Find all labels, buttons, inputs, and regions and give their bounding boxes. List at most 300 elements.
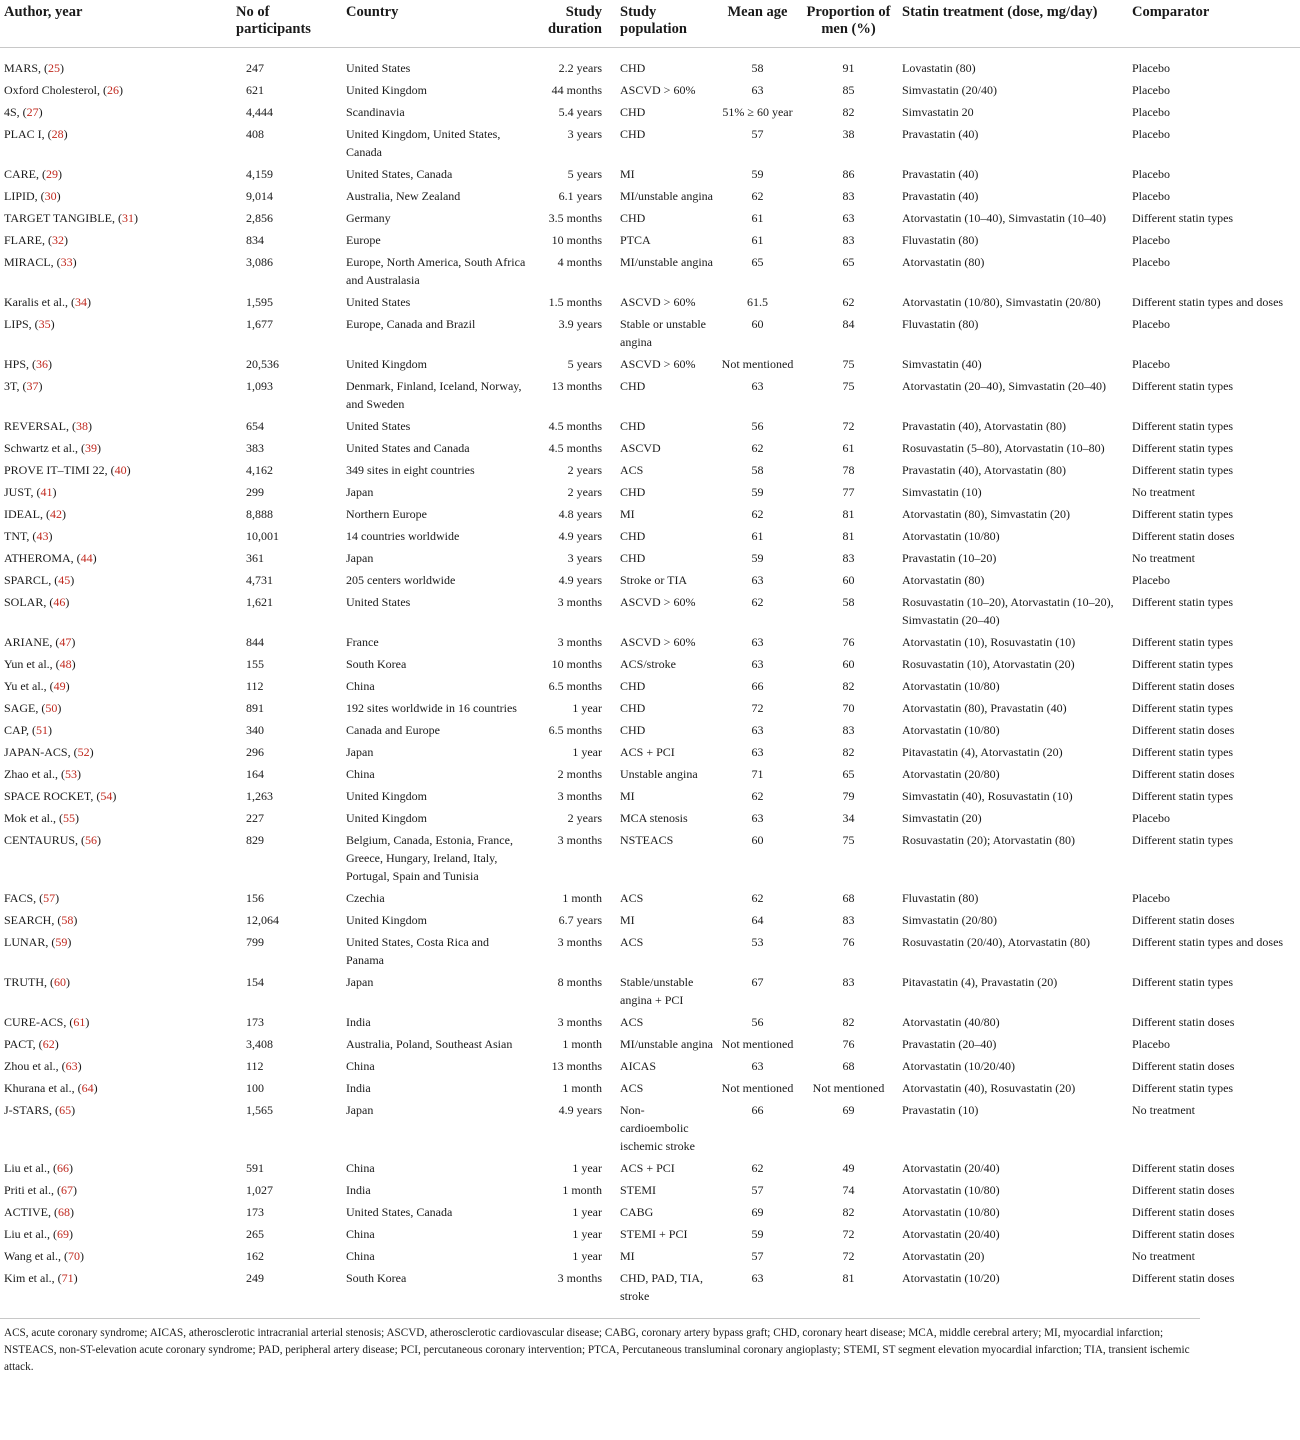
cell-statin-treatment: Rosuvastatin (20); Atorvastatin (80) (902, 833, 1075, 847)
cell-country: Denmark, Finland, Iceland, Norway, and Sweden (346, 379, 522, 411)
cell-proportion-men: 61 (842, 441, 855, 455)
reference-link[interactable]: 71 (61, 1271, 74, 1285)
cell-country: Japan (346, 975, 374, 989)
reference-link[interactable]: 45 (58, 573, 71, 587)
reference-link[interactable]: 49 (53, 679, 66, 693)
cell-comparator: Different statin types (1132, 211, 1234, 225)
study-name: JUST, ( (4, 485, 41, 499)
cell-author-year: TNT, (43) (4, 529, 53, 543)
cell-population: CHD (620, 379, 646, 393)
header-statin-treatment: Statin treatment (dose, mg/day) (898, 0, 1128, 48)
cell-statin-treatment: Atorvastatin (10/80), Simvastatin (20/80) (902, 295, 1101, 309)
reference-link[interactable]: 26 (106, 83, 119, 97)
cell-author-year: PLAC I, (28) (4, 127, 68, 141)
cell-comparator: Placebo (1132, 167, 1170, 181)
cell-duration: 1 year (572, 1249, 602, 1263)
cell-country: United States (346, 295, 411, 309)
table-row (0, 807, 1300, 829)
cell-statin-treatment: Fluvastatin (80) (902, 891, 979, 905)
cell-author-year: SPACE ROCKET, (54) (4, 789, 117, 803)
header-study-duration: Study duration (532, 0, 616, 48)
table-row (0, 163, 1300, 185)
cell-author-year: MARS, (25) (4, 61, 65, 75)
cell-author-year: Mok et al., (55) (4, 811, 79, 825)
cell-author-year: ACTIVE, (68) (4, 1205, 74, 1219)
cell-comparator: Different statin types (1132, 833, 1234, 847)
cell-population: STEMI + PCI (620, 1227, 688, 1241)
cell-mean-age: 63 (751, 635, 764, 649)
table-row (0, 1033, 1300, 1055)
reference-link[interactable]: 50 (45, 701, 58, 715)
cell-duration: 13 months (551, 1059, 602, 1073)
cell-mean-age: 60 (751, 833, 764, 847)
cell-population: Unstable angina (620, 767, 698, 781)
reference-link[interactable]: 25 (48, 61, 61, 75)
cell-statin-treatment: Atorvastatin (10/80) (902, 1183, 1000, 1197)
cell-country: China (346, 1161, 375, 1175)
cell-country: 192 sites worldwide in 16 countries (346, 701, 517, 715)
cell-participants: 4,444 (246, 105, 273, 119)
cell-country: United Kingdom (346, 83, 427, 97)
cell-statin-treatment: Pravastatin (40), Atorvastatin (80) (902, 419, 1066, 433)
cell-proportion-men: 81 (842, 507, 855, 521)
cell-proportion-men: 82 (842, 679, 855, 693)
cell-population: Non-cardioembolic ischemic stroke (620, 1103, 695, 1153)
reference-link[interactable]: 28 (51, 127, 64, 141)
reference-link[interactable]: 53 (64, 767, 77, 781)
cell-proportion-men: 78 (842, 463, 855, 477)
cell-participants: 265 (246, 1227, 264, 1241)
cell-comparator: No treatment (1132, 1249, 1195, 1263)
cell-author-year: LIPS, (35) (4, 317, 55, 331)
cell-duration: 3 months (557, 1015, 602, 1029)
cell-comparator: Different statin doses (1132, 679, 1235, 693)
cell-proportion-men: 62 (842, 295, 855, 309)
study-name: Mok et al., ( (4, 811, 63, 825)
cell-population: ACS (620, 891, 644, 905)
cell-statin-treatment: Atorvastatin (40), Rosuvastatin (20) (902, 1081, 1076, 1095)
reference-link[interactable]: 56 (85, 833, 98, 847)
cell-duration: 5 years (567, 357, 602, 371)
cell-proportion-men: 49 (842, 1161, 855, 1175)
cell-duration: 6.1 years (558, 189, 602, 203)
study-name: Zhou et al., ( (4, 1059, 66, 1073)
cell-country: United States, Canada (346, 167, 453, 181)
cell-participants: 1,621 (246, 595, 273, 609)
study-name: SPACE ROCKET, ( (4, 789, 101, 803)
reference-link[interactable]: 68 (58, 1205, 70, 1219)
cell-proportion-men: 75 (842, 357, 855, 371)
cell-comparator: Placebo (1132, 233, 1170, 247)
table-row (0, 931, 1300, 971)
cell-country: Scandinavia (346, 105, 405, 119)
cell-comparator: Different statin doses (1132, 913, 1235, 927)
header-comparator: Comparator (1128, 0, 1300, 48)
cell-duration: 1.5 months (548, 295, 602, 309)
reference-link[interactable]: 44 (80, 551, 93, 565)
cell-proportion-men: 75 (842, 379, 855, 393)
reference-link[interactable]: 60 (54, 975, 66, 989)
reference-link[interactable]: 67 (61, 1183, 73, 1197)
cell-country: Canada and Europe (346, 723, 440, 737)
cell-country: India (346, 1015, 371, 1029)
cell-population: CABG (620, 1205, 654, 1219)
study-name: 3T, ( (4, 379, 27, 393)
cell-mean-age: 62 (751, 595, 764, 609)
cell-mean-age: 63 (751, 379, 764, 393)
cell-author-year: PROVE IT–TIMI 22, (40) (4, 463, 131, 477)
cell-statin-treatment: Atorvastatin (20) (902, 1249, 985, 1263)
reference-link[interactable]: 39 (84, 441, 97, 455)
cell-author-year: CURE-ACS, (61) (4, 1015, 90, 1029)
cell-duration: 13 months (551, 379, 602, 393)
reference-link[interactable]: 37 (26, 379, 39, 393)
cell-statin-treatment: Atorvastatin (40/80) (902, 1015, 1000, 1029)
table-row (0, 569, 1300, 591)
cell-author-year: Zhou et al., (63) (4, 1059, 82, 1073)
reference-link[interactable]: 27 (26, 105, 39, 119)
cell-participants: 4,162 (246, 463, 273, 477)
cell-country: Europe (346, 233, 381, 247)
cell-author-year: TARGET TANGIBLE, (31) (4, 211, 138, 225)
table-row (0, 48, 1300, 80)
study-name: SAGE, ( (4, 701, 46, 715)
reference-link[interactable]: 59 (55, 935, 68, 949)
cell-population: NSTEACS (620, 833, 674, 847)
study-name: CAP, ( (4, 723, 37, 737)
cell-population: PTCA (620, 233, 651, 247)
header-mean-age: Mean age (716, 0, 798, 48)
cell-participants: 891 (246, 701, 264, 715)
cell-author-year: Khurana et al., (64) (4, 1081, 98, 1095)
cell-comparator: Different statin types (1132, 419, 1234, 433)
cell-author-year: J-STARS, (65) (4, 1103, 76, 1117)
study-name: MIRACL, ( (4, 255, 61, 269)
cell-comparator: Different statin types (1132, 463, 1234, 477)
cell-comparator: Placebo (1132, 83, 1170, 97)
cell-proportion-men: 76 (842, 635, 855, 649)
cell-country: Belgium, Canada, Estonia, France, Greece, Hungary, Ireland, Italy, Portugal, Spain and Tunisia (346, 833, 513, 883)
cell-comparator: No treatment (1132, 1103, 1195, 1117)
header-author-year: Author, year (0, 0, 232, 48)
cell-population: ASCVD > 60% (620, 635, 696, 649)
reference-link[interactable]: 57 (43, 891, 56, 905)
cell-proportion-men: 76 (842, 1037, 855, 1051)
table-row (0, 1011, 1300, 1033)
cell-country: India (346, 1183, 371, 1197)
reference-link[interactable]: 32 (52, 233, 64, 247)
cell-mean-age: 57 (751, 1249, 764, 1263)
cell-country: Europe, North America, South Africa and Australasia (346, 255, 526, 287)
reference-link[interactable]: 46 (53, 595, 66, 609)
cell-duration: 44 months (551, 83, 602, 97)
cell-comparator: No treatment (1132, 551, 1195, 565)
cell-participants: 156 (246, 891, 264, 905)
table-row (0, 909, 1300, 931)
cell-author-year: LUNAR, (59) (4, 935, 72, 949)
cell-mean-age: 57 (751, 1183, 764, 1197)
cell-author-year: SEARCH, (58) (4, 913, 78, 927)
table-row (0, 829, 1300, 887)
cell-comparator: Placebo (1132, 189, 1170, 203)
cell-duration: 3.5 months (548, 211, 602, 225)
cell-comparator: Different statin doses (1132, 1183, 1235, 1197)
cell-statin-treatment: Rosuvastatin (5–80), Atorvastatin (10–80) (902, 441, 1105, 455)
reference-link[interactable]: 36 (36, 357, 49, 371)
cell-participants: 3,086 (246, 255, 273, 269)
cell-proportion-men: 75 (842, 833, 855, 847)
cell-mean-age: Not mentioned (721, 1081, 794, 1095)
cell-author-year: SPARCL, (45) (4, 573, 75, 587)
study-name: REVERSAL, ( (4, 419, 76, 433)
cell-country: Germany (346, 211, 391, 225)
cell-duration: 5 years (567, 167, 602, 181)
reference-link[interactable]: 47 (59, 635, 72, 649)
cell-population: Stable or unstable angina (620, 317, 706, 349)
cell-duration: 2 years (567, 811, 602, 825)
study-name: Oxford Cholesterol, ( (4, 83, 107, 97)
reference-link[interactable]: 29 (46, 167, 58, 181)
reference-link[interactable]: 48 (59, 657, 72, 671)
cell-duration: 3.9 years (558, 317, 602, 331)
cell-proportion-men: 76 (842, 935, 855, 949)
cell-participants: 4,731 (246, 573, 273, 587)
cell-population: MI (620, 507, 635, 521)
reference-link[interactable]: 38 (76, 419, 88, 433)
cell-proportion-men: 82 (842, 1205, 855, 1219)
cell-mean-age: 66 (751, 1103, 764, 1117)
cell-population: CHD (620, 61, 646, 75)
table-row (0, 251, 1300, 291)
cell-proportion-men: 91 (842, 61, 855, 75)
reference-link[interactable]: 54 (100, 789, 113, 803)
cell-author-year: SAGE, (50) (4, 701, 62, 715)
cell-mean-age: 63 (751, 811, 764, 825)
cell-population: ASCVD > 60% (620, 295, 696, 309)
cell-author-year: CARE, (29) (4, 167, 62, 181)
cell-comparator: Different statin doses (1132, 1161, 1235, 1175)
cell-duration: 1 month (562, 1183, 602, 1197)
study-name: Priti et al., ( (4, 1183, 61, 1197)
cell-duration: 3 months (557, 595, 602, 609)
table-row (0, 1055, 1300, 1077)
reference-link[interactable]: 51 (36, 723, 49, 737)
cell-author-year: CENTAURUS, (56) (4, 833, 102, 847)
table-row (0, 763, 1300, 785)
cell-duration: 1 month (562, 1037, 602, 1051)
cell-country: United Kingdom (346, 913, 427, 927)
cell-author-year: PACT, (62) (4, 1037, 59, 1051)
cell-population: CHD (620, 701, 646, 715)
table-row (0, 631, 1300, 653)
cell-mean-age: 62 (751, 891, 764, 905)
reference-link[interactable]: 69 (56, 1227, 69, 1241)
study-name: FACS, ( (4, 891, 44, 905)
cell-participants: 799 (246, 935, 264, 949)
study-name: PLAC I, ( (4, 127, 52, 141)
cell-mean-age: 59 (751, 167, 764, 181)
cell-statin-treatment: Simvastatin (40) (902, 357, 982, 371)
reference-link[interactable]: 41 (40, 485, 53, 499)
reference-link[interactable]: 64 (81, 1081, 94, 1095)
cell-country: China (346, 1059, 375, 1073)
reference-link[interactable]: 58 (61, 913, 74, 927)
reference-link[interactable]: 30 (44, 189, 57, 203)
cell-population: MI (620, 1249, 635, 1263)
reference-link[interactable]: 61 (73, 1015, 86, 1029)
cell-duration: 3 months (557, 833, 602, 847)
reference-link[interactable]: 63 (65, 1059, 78, 1073)
cell-participants: 2,856 (246, 211, 273, 225)
cell-population: MI (620, 789, 635, 803)
table-row (0, 353, 1300, 375)
cell-population: MI/unstable angina (620, 255, 713, 269)
cell-author-year: ATHEROMA, (44) (4, 551, 97, 565)
study-name: SPARCL, ( (4, 573, 59, 587)
cell-comparator: Placebo (1132, 891, 1170, 905)
cell-author-year: Schwartz et al., (39) (4, 441, 101, 455)
cell-duration: 2 years (567, 463, 602, 477)
study-name: MARS, ( (4, 61, 49, 75)
header-study-population: Study population (616, 0, 716, 48)
table-row (0, 101, 1300, 123)
cell-comparator: Different statin types (1132, 657, 1234, 671)
cell-population: CHD (620, 419, 646, 433)
cell-population: CHD (620, 485, 646, 499)
reference-link[interactable]: 65 (59, 1103, 72, 1117)
cell-mean-age: 63 (751, 745, 764, 759)
table-row (0, 1223, 1300, 1245)
cell-mean-age: 62 (751, 789, 764, 803)
cell-statin-treatment: Atorvastatin (10), Rosuvastatin (10) (902, 635, 1076, 649)
cell-comparator: Different statin types (1132, 975, 1234, 989)
table-row (0, 459, 1300, 481)
table-row (0, 591, 1300, 631)
cell-mean-age: 57 (751, 127, 764, 141)
study-name: Zhao et al., ( (4, 767, 65, 781)
cell-comparator: Different statin types (1132, 1081, 1234, 1095)
cell-author-year: FLARE, (32) (4, 233, 68, 247)
cell-country: China (346, 1249, 375, 1263)
cell-country: United States (346, 419, 411, 433)
cell-country: China (346, 767, 375, 781)
study-name: Karalis et al., ( (4, 295, 75, 309)
table-row (0, 1157, 1300, 1179)
reference-link[interactable]: 43 (36, 529, 49, 543)
cell-duration: 6.7 years (558, 913, 602, 927)
table-row (0, 525, 1300, 547)
cell-participants: 173 (246, 1205, 264, 1219)
study-name: Kim et al., ( (4, 1271, 62, 1285)
cell-population: ACS + PCI (620, 1161, 675, 1175)
cell-participants: 621 (246, 83, 264, 97)
study-name: Yu et al., ( (4, 679, 54, 693)
cell-mean-age: 56 (751, 1015, 764, 1029)
reference-link[interactable]: 55 (63, 811, 75, 825)
cell-participants: 227 (246, 811, 264, 825)
reference-link[interactable]: 62 (42, 1037, 55, 1051)
cell-mean-age: 63 (751, 1271, 764, 1285)
cell-participants: 383 (246, 441, 264, 455)
study-name: PROVE IT–TIMI 22, ( (4, 463, 115, 477)
study-name: Yun et al., ( (4, 657, 60, 671)
header-country: Country (342, 0, 532, 48)
reference-link[interactable]: 70 (68, 1249, 81, 1263)
reference-link[interactable]: 42 (49, 507, 62, 521)
table-row (0, 785, 1300, 807)
cell-proportion-men: 72 (842, 1227, 855, 1241)
cell-duration: 8 months (557, 975, 602, 989)
header-row (0, 0, 1300, 48)
cell-proportion-men: 79 (842, 789, 855, 803)
table-row (0, 1077, 1300, 1099)
reference-link[interactable]: 66 (56, 1161, 69, 1175)
cell-proportion-men: 77 (842, 485, 855, 499)
cell-proportion-men: 81 (842, 1271, 855, 1285)
cell-mean-age: 71 (751, 767, 764, 781)
cell-comparator: Different statin types and doses (1132, 295, 1284, 309)
cell-participants: 844 (246, 635, 264, 649)
cell-duration: 4.5 months (548, 441, 602, 455)
table-row (0, 207, 1300, 229)
cell-statin-treatment: Lovastatin (80) (902, 61, 976, 75)
cell-participants: 9,014 (246, 189, 273, 203)
cell-statin-treatment: Pitavastatin (4), Pravastatin (20) (902, 975, 1058, 989)
cell-mean-age: 62 (751, 507, 764, 521)
cell-author-year: 3T, (37) (4, 379, 43, 393)
cell-proportion-men: 82 (842, 745, 855, 759)
cell-mean-age: 61 (751, 233, 764, 247)
cell-mean-age: 56 (751, 419, 764, 433)
reference-link[interactable]: 35 (38, 317, 51, 331)
cell-duration: 6.5 months (548, 723, 602, 737)
cell-participants: 361 (246, 551, 264, 565)
cell-statin-treatment: Atorvastatin (80), Simvastatin (20) (902, 507, 1070, 521)
study-name: J-STARS, ( (4, 1103, 60, 1117)
cell-author-year: SOLAR, (46) (4, 595, 70, 609)
cell-author-year: REVERSAL, (38) (4, 419, 92, 433)
reference-link[interactable]: 52 (77, 745, 90, 759)
cell-duration: 2.2 years (558, 61, 602, 75)
cell-population: MI (620, 167, 635, 181)
cell-country: 14 countries worldwide (346, 529, 460, 543)
study-name: LIPID, ( (4, 189, 45, 203)
cell-country: China (346, 1227, 375, 1241)
cell-participants: 155 (246, 657, 264, 671)
cell-statin-treatment: Atorvastatin (10/80) (902, 529, 1000, 543)
cell-author-year: JAPAN-ACS, (52) (4, 745, 94, 759)
cell-duration: 4.5 months (548, 419, 602, 433)
cell-population: ACS/stroke (620, 657, 677, 671)
reference-link[interactable]: 34 (74, 295, 87, 309)
reference-link[interactable]: 33 (60, 255, 73, 269)
cell-mean-age: 65 (751, 255, 764, 269)
cell-statin-treatment: Pravastatin (40), Atorvastatin (80) (902, 463, 1066, 477)
cell-comparator: Placebo (1132, 105, 1170, 119)
cell-statin-treatment: Pravastatin (10) (902, 1103, 979, 1117)
reference-link[interactable]: 40 (114, 463, 127, 477)
cell-proportion-men: 72 (842, 419, 855, 433)
cell-country: Czechia (346, 891, 385, 905)
table-row (0, 1201, 1300, 1223)
cell-population: MI/unstable angina (620, 189, 713, 203)
cell-population: ASCVD (620, 441, 661, 455)
cell-country: Australia, New Zealand (346, 189, 461, 203)
reference-link[interactable]: 31 (121, 211, 134, 225)
cell-country: Europe, Canada and Brazil (346, 317, 476, 331)
cell-statin-treatment: Atorvastatin (20/40) (902, 1161, 1000, 1175)
cell-proportion-men: 83 (842, 913, 855, 927)
